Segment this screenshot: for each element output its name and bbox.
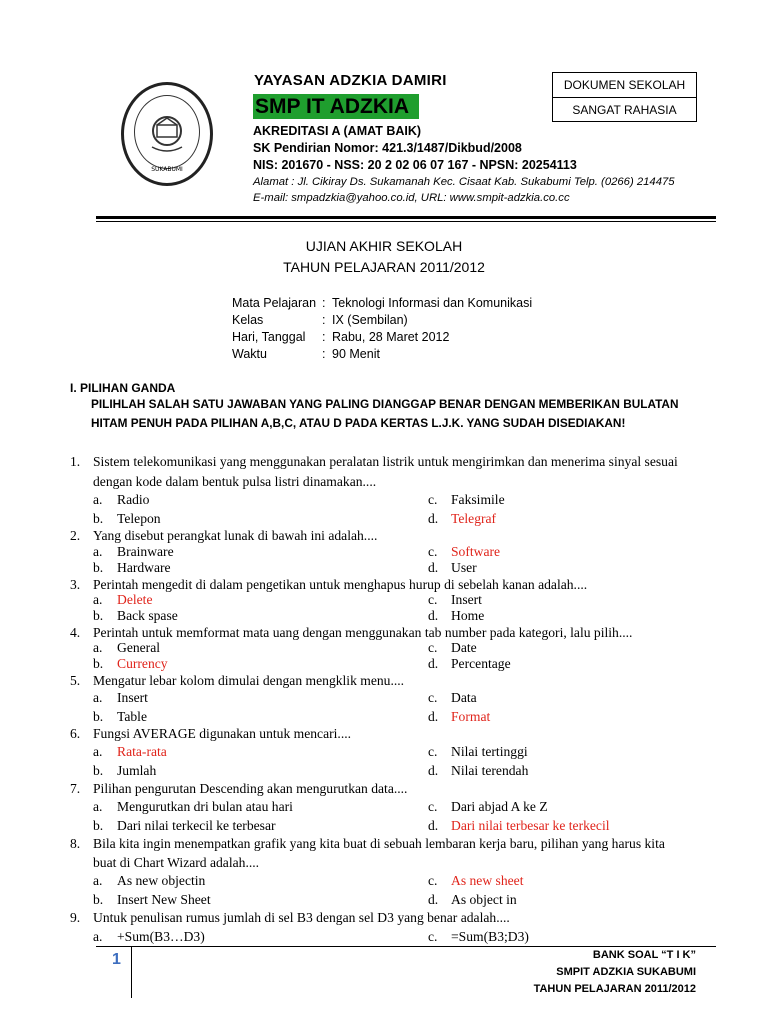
- option-letter: c.: [428, 929, 438, 944]
- doc-status: SANGAT RAHASIA: [572, 103, 677, 117]
- option-b: Table: [117, 709, 147, 724]
- accreditation: AKREDITASI A (AMAT BAIK): [253, 124, 422, 138]
- option-a: Brainware: [117, 544, 174, 559]
- option-b: Dari nilai terkecil ke terbesar: [117, 818, 276, 833]
- option-letter: b.: [93, 511, 104, 526]
- exam-title: UJIAN AKHIR SEKOLAH: [305, 238, 463, 254]
- doc-label: DOKUMEN SEKOLAH: [553, 73, 696, 98]
- option-letter: c.: [428, 873, 438, 888]
- option-d: Nilai terendah: [451, 763, 529, 778]
- option-b: Currency: [117, 656, 168, 671]
- option-a: As new objectin: [117, 873, 206, 888]
- page-number: 1: [112, 951, 121, 968]
- option-letter: a.: [93, 544, 103, 559]
- section-heading: I. PILIHAN GANDA: [70, 381, 176, 395]
- section-instruction-2: HITAM PENUH PADA PILIHAN A,B,C, ATAU D PADA KERTAS L.J.K. YANG SUDAH DISEDIAKAN!: [91, 416, 626, 430]
- option-d: User: [451, 560, 477, 575]
- option-letter: d.: [428, 656, 439, 671]
- option-letter: d.: [428, 560, 439, 575]
- school-ids: NIS: 201670 - NSS: 20 2 02 06 07 167 - NPSN: 20254113: [253, 158, 577, 172]
- option-letter: b.: [93, 608, 104, 623]
- question-text: Untuk penulisan rumus jumlah di sel B3 dengan sel D3 yang benar adalah....: [93, 910, 510, 925]
- school-name-banner: SMP IT ADZKIA: [253, 94, 419, 119]
- option-a: Rata-rata: [117, 744, 167, 759]
- option-letter: b.: [93, 560, 104, 575]
- option-a: Delete: [117, 592, 153, 607]
- meta-row: Hari, Tanggal : Rabu, 28 Maret 2012: [232, 330, 450, 344]
- option-letter: d.: [428, 892, 439, 907]
- question-number: 6.: [70, 726, 81, 741]
- option-letter: d.: [428, 709, 439, 724]
- option-c: As new sheet: [451, 873, 524, 888]
- organization-name: YAYASAN ADZKIA DAMIRI: [254, 72, 447, 89]
- meta-key: Waktu: [232, 347, 267, 361]
- option-c: =Sum(B3;D3): [451, 929, 529, 944]
- option-letter: d.: [428, 511, 439, 526]
- option-letter: b.: [93, 709, 104, 724]
- header-divider: [96, 216, 716, 219]
- meta-value: Rabu, 28 Maret 2012: [332, 330, 450, 344]
- meta-value: IX (Sembilan): [332, 313, 408, 327]
- option-d: Format: [451, 709, 491, 724]
- option-c: Data: [451, 690, 477, 705]
- option-a: Mengurutkan dri bulan atau hari: [117, 799, 293, 814]
- option-c: Insert: [451, 592, 482, 607]
- option-letter: a.: [93, 492, 103, 507]
- option-b: Jumlah: [117, 763, 157, 778]
- logo-ring-text: SUKABUMI: [151, 166, 183, 173]
- option-c: Date: [451, 640, 477, 655]
- option-a: Insert: [117, 690, 148, 705]
- question-text: dengan kode dalam bentuk pulsa listri dinamakan....: [93, 474, 377, 489]
- option-b: Telepon: [117, 511, 161, 526]
- question-number: 9.: [70, 910, 81, 925]
- question-text: Perintah mengedit di dalam pengetikan untuk menghapus hurup di sebelah kanan adalah....: [93, 577, 588, 592]
- option-d: Dari nilai terbesar ke terkecil: [451, 818, 610, 833]
- footer-line-2: SMPIT ADZKIA SUKABUMI: [556, 966, 696, 978]
- option-d: Percentage: [451, 656, 511, 671]
- footer-divider: [96, 946, 716, 947]
- option-letter: a.: [93, 929, 103, 944]
- question-text: Sistem telekomunikasi yang menggunakan peralatan listrik untuk mengirimkan dan menerima sinyal sesuai: [93, 454, 678, 469]
- school-contact: E-mail: smpadzkia@yahoo.co.id, URL: www.smpit-adzkia.co.cc: [253, 192, 570, 204]
- option-letter: d.: [428, 608, 439, 623]
- exam-year: TAHUN PELAJARAN 2011/2012: [283, 259, 485, 275]
- meta-value: 90 Menit: [332, 347, 380, 361]
- question-text: Mengatur lebar kolom dimulai dengan mengklik menu....: [93, 673, 405, 688]
- option-letter: a.: [93, 873, 103, 888]
- document-classification-box: [552, 72, 697, 122]
- question-text: buat di Chart Wizard adalah....: [93, 855, 260, 870]
- question-number: 4.: [70, 625, 81, 640]
- question-number: 8.: [70, 836, 81, 851]
- question-number: 7.: [70, 781, 81, 796]
- meta-key: Hari, Tanggal: [232, 330, 306, 344]
- option-letter: c.: [428, 640, 438, 655]
- option-d: Telegraf: [451, 511, 497, 526]
- footer-vertical-rule: [131, 946, 132, 998]
- option-letter: c.: [428, 592, 438, 607]
- meta-row: Waktu : 90 Menit: [232, 347, 380, 361]
- school-address: Alamat : Jl. Cikiray Ds. Sukamanah Kec. Cisaat Kab. Sukabumi Telp. (0266) 214475: [253, 176, 675, 188]
- question-number: 1.: [70, 454, 81, 469]
- option-letter: c.: [428, 492, 438, 507]
- section-instruction-1: PILIHLAH SALAH SATU JAWABAN YANG PALING DIANGGAP BENAR DENGAN MEMBERIKAN BULATAN: [91, 397, 679, 411]
- option-a: Radio: [117, 492, 150, 507]
- option-c: Dari abjad A ke Z: [451, 799, 548, 814]
- question-text: Fungsi AVERAGE digunakan untuk mencari....: [93, 726, 352, 741]
- option-letter: b.: [93, 818, 104, 833]
- question-number: 5.: [70, 673, 81, 688]
- option-letter: b.: [93, 892, 104, 907]
- option-b: Hardware: [117, 560, 171, 575]
- option-b: Back spase: [117, 608, 178, 623]
- option-letter: b.: [93, 656, 104, 671]
- option-c: Software: [451, 544, 501, 559]
- option-a: +Sum(B3…D3): [117, 929, 205, 944]
- meta-key: Kelas: [232, 313, 264, 327]
- header-divider-thin: [96, 221, 716, 222]
- option-c: Nilai tertinggi: [451, 744, 528, 759]
- option-letter: c.: [428, 544, 438, 559]
- option-d: As object in: [451, 892, 517, 907]
- option-letter: c.: [428, 744, 438, 759]
- option-letter: a.: [93, 640, 103, 655]
- footer-line-1: BANK SOAL “T I K”: [592, 949, 696, 961]
- question-number: 2.: [70, 528, 81, 543]
- sk-number: SK Pendirian Nomor: 421.3/1487/Dikbud/2008: [253, 141, 522, 155]
- option-letter: a.: [93, 744, 103, 759]
- meta-row: Kelas : IX (Sembilan): [232, 313, 408, 327]
- option-letter: c.: [428, 690, 438, 705]
- option-letter: d.: [428, 818, 439, 833]
- meta-key: Mata Pelajaran: [232, 296, 317, 310]
- meta-value: Teknologi Informasi dan Komunikasi: [332, 296, 533, 310]
- school-logo: [121, 82, 213, 186]
- option-letter: a.: [93, 799, 103, 814]
- question-number: 3.: [70, 577, 81, 592]
- meta-row: Mata Pelajaran : Teknologi Informasi dan Komunikasi: [232, 296, 533, 310]
- option-d: Home: [451, 608, 485, 623]
- option-letter: a.: [93, 690, 103, 705]
- option-c: Faksimile: [451, 492, 505, 507]
- question-text: Pilihan pengurutan Descending akan mengurutkan data....: [93, 781, 408, 796]
- footer-line-3: TAHUN PELAJARAN 2011/2012: [533, 983, 696, 995]
- question-text: Bila kita ingin menempatkan grafik yang kita buat di sebuah lembaran kerja baru, pilihan yang harus kita: [93, 836, 665, 851]
- option-letter: a.: [93, 592, 103, 607]
- option-a: General: [117, 640, 161, 655]
- option-letter: d.: [428, 763, 439, 778]
- question-text: Perintah untuk memformat mata uang dengan menggunakan tab number pada kategori, lalu pilih....: [93, 625, 633, 640]
- option-letter: b.: [93, 763, 104, 778]
- option-b: Insert New Sheet: [117, 892, 211, 907]
- question-text: Yang disebut perangkat lunak di bawah ini adalah....: [93, 528, 378, 543]
- logo-emblem-icon: [124, 85, 210, 183]
- option-letter: c.: [428, 799, 438, 814]
